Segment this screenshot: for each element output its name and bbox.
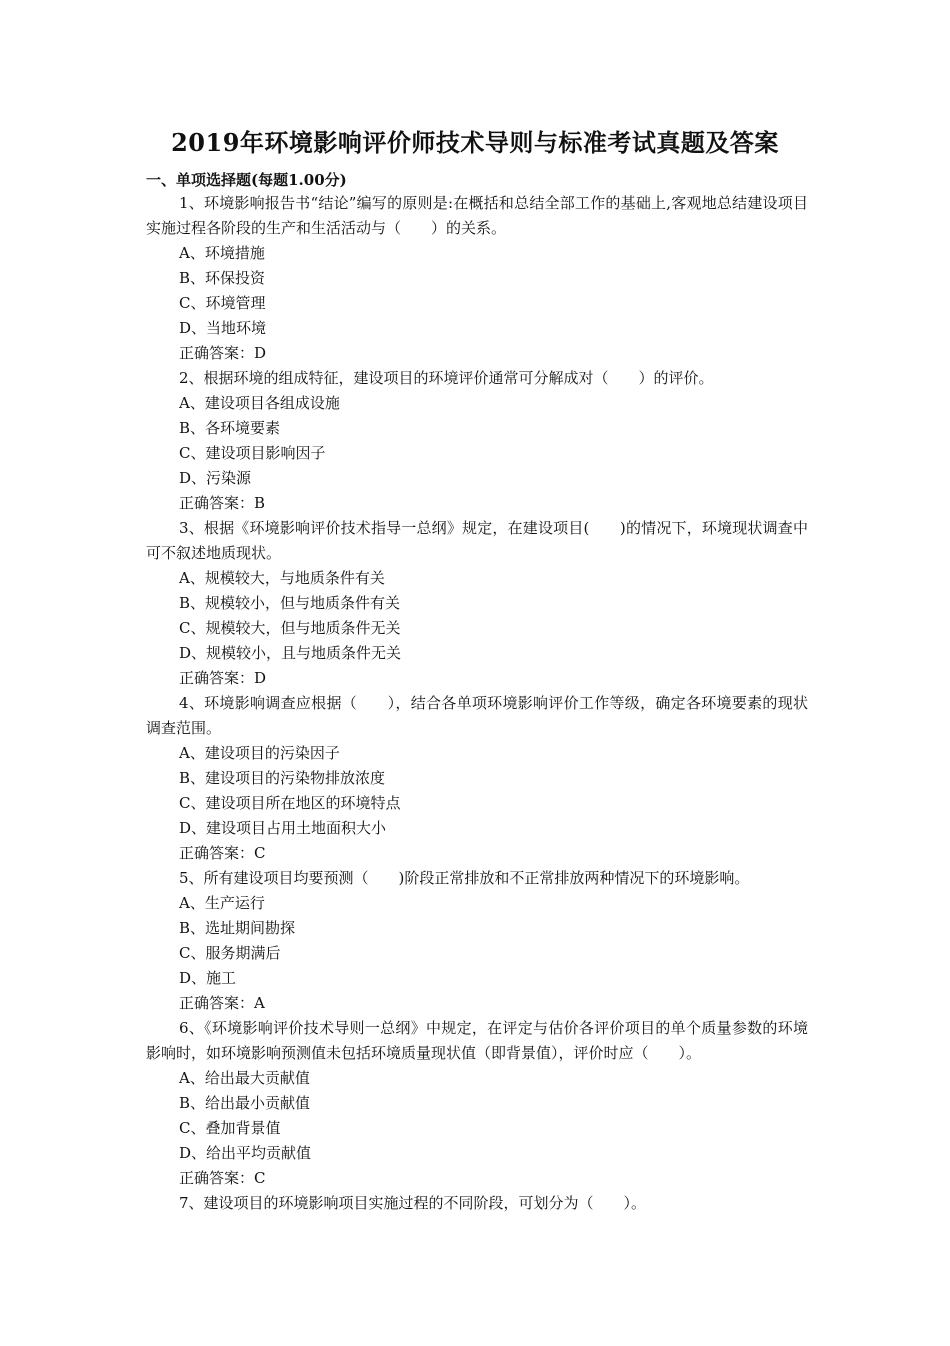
document-title: 2019年环境影响评价师技术导则与标准考试真题及答案	[171, 128, 779, 157]
option-b: B、选址期间勘探	[179, 919, 296, 937]
option-b: B、规模较小，但与地质条件有关	[179, 594, 401, 612]
correct-answer: 正确答案：C	[179, 844, 266, 862]
option-a: A、建设项目的污染因子	[179, 744, 340, 762]
option-b: B、给出最小贡献值	[179, 1094, 311, 1112]
option-b: B、建设项目的污染物排放浓度	[179, 769, 386, 787]
question-3	[146, 516, 808, 691]
option-a: A、建设项目各组成设施	[179, 394, 340, 412]
question-text: 6、《环境影响评价技术导则一总纲》中规定，在评定与估价各评价项目的单个质量参数的环境影响时，如环境影响预测值未包括环境质量现状值（即背景值），评价时应（ ）。	[146, 1019, 808, 1062]
question-7	[146, 1191, 808, 1216]
question-text: 7、建设项目的环境影响项目实施过程的不同阶段，可划分为（ ）。	[179, 1194, 647, 1212]
option-d: D、给出平均贡献值	[179, 1144, 312, 1162]
option-a: A、规模较大，与地质条件有关	[179, 569, 385, 587]
option-c: C、环境管理	[179, 294, 266, 312]
correct-answer: 正确答案：D	[179, 344, 267, 362]
option-d: D、建设项目占用土地面积大小	[179, 819, 387, 837]
question-text: 4、环境影响调查应根据（ ），结合各单项环境影响评价工作等级，确定各环境要素的现状调查范围。	[146, 694, 808, 737]
option-c: C、叠加背景值	[179, 1119, 281, 1137]
correct-answer: 正确答案：D	[179, 669, 267, 687]
correct-answer: 正确答案：B	[179, 494, 266, 512]
correct-answer: 正确答案：C	[179, 1169, 266, 1187]
question-text: 5、所有建设项目均要预测（ )阶段正常排放和不正常排放两种情况下的环境影响。	[179, 869, 750, 887]
correct-answer: 正确答案：A	[179, 994, 265, 1012]
option-b: B、各环境要素	[179, 419, 281, 437]
question-text: 2、根据环境的组成特征，建设项目的环境评价通常可分解成对（ ）的评价。	[179, 369, 714, 387]
option-d: D、污染源	[179, 469, 252, 487]
option-d: D、当地环境	[179, 319, 267, 337]
question-text: 3、根据《环境影响评价技术指导一总纲》规定，在建设项目( )的情况下，环境现状调查中可不叙述地质现状。	[146, 519, 808, 562]
option-a: A、环境措施	[179, 244, 265, 262]
question-2	[146, 366, 808, 516]
question-text: 1、环境影响报告书“结论”编写的原则是:在概括和总结全部工作的基础上,客观地总结建设项目实施过程各阶段的生产和生活活动与（ ）的关系。	[146, 194, 808, 237]
question-6	[146, 1016, 808, 1191]
option-c: C、服务期满后	[179, 944, 281, 962]
question-1	[146, 191, 808, 366]
section-heading: 一、单项选择题(每题1.00分)	[146, 171, 347, 189]
option-a: A、生产运行	[179, 894, 265, 912]
option-a: A、给出最大贡献值	[179, 1069, 310, 1087]
question-4	[146, 691, 808, 866]
question-list	[146, 191, 808, 1216]
option-c: C、规模较大，但与地质条件无关	[179, 619, 401, 637]
option-d: D、规模较小，且与地质条件无关	[179, 644, 402, 662]
option-d: D、施工	[179, 969, 237, 987]
option-c: C、建设项目所在地区的环境特点	[179, 794, 401, 812]
question-5	[146, 866, 808, 1016]
option-b: B、环保投资	[179, 269, 266, 287]
option-c: C、建设项目影响因子	[179, 444, 326, 462]
